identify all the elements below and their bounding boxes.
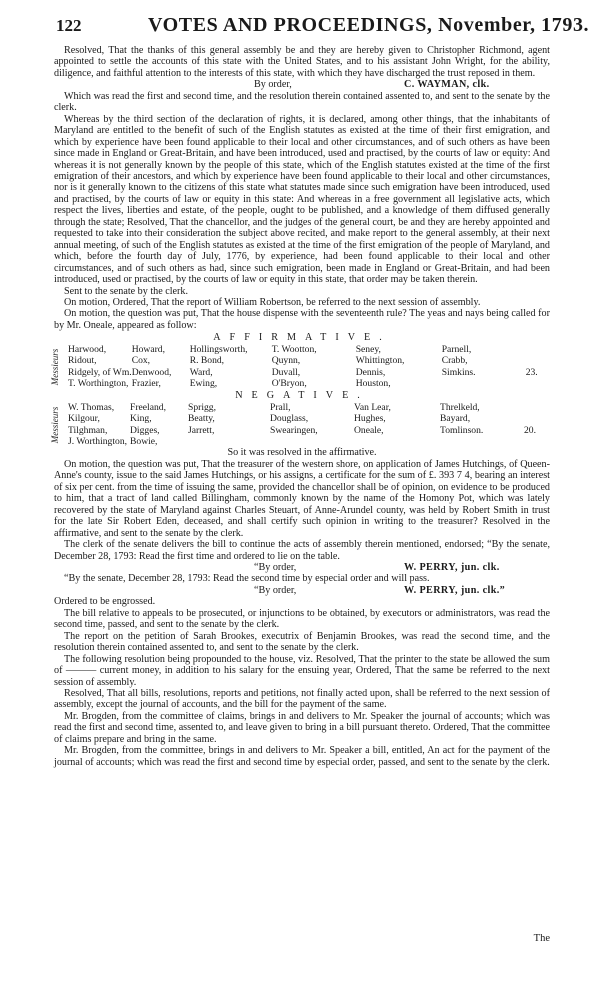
member-name: Douglass, — [270, 413, 309, 425]
member-name — [270, 436, 354, 447]
vote-result: So it was resolved in the affirmative. — [227, 447, 377, 459]
vote-count — [518, 402, 536, 413]
vote-count — [518, 413, 536, 424]
member-name — [442, 378, 520, 389]
paragraph-brogden-claims: Mr. Brogden, from the committee of claims, brings in and delivers to Mr. Speaker the journal of accounts; which was read the first and second time, assented to, and leave given to bring in a bill pursuant thereto. Ordered, That the committee of claims prepare and bring in the same. — [54, 710, 550, 745]
member-name: Threlkeld, — [440, 401, 480, 413]
member-name: Harwood, — [68, 343, 107, 355]
paragraph-robertson: On motion, Ordered, That the report of William Robertson, be referred to the next session of assembly. — [64, 296, 481, 308]
vote-row — [68, 344, 538, 355]
member-name: T. Worthington, — [68, 378, 129, 389]
by-order-text: “By order, — [254, 562, 297, 574]
member-name: Tomlinson. — [440, 424, 484, 436]
vote-row — [68, 367, 538, 378]
member-name — [188, 436, 270, 447]
vote-row — [68, 436, 536, 447]
member-name: Swearingen, — [270, 424, 318, 436]
member-name: Quynn, — [271, 355, 301, 367]
vote-row — [68, 425, 536, 436]
member-name: Sprigg, — [188, 401, 216, 413]
vote-row — [68, 355, 538, 366]
catchword: The — [533, 933, 550, 944]
by-order-text: “By order, — [254, 584, 297, 596]
member-name: Ward, — [189, 366, 213, 378]
paragraph-sent: Sent to the senate by the clerk. — [64, 285, 188, 297]
vote-row — [68, 402, 536, 413]
member-name: Ridgely, of Wm. — [68, 366, 132, 378]
clerk-name: W. PERRY, jun. clk. — [404, 562, 500, 574]
member-name — [440, 436, 518, 447]
paragraph-thanks-resolution: Resolved, That the thanks of this general assembly be and they are hereby given to Christopher Richmond, agent appointed to settle the accounts of this state with the United States, and to his assistant John Wright, for the ability, diligence, and faithful attention to the interests of this state, with which they have discharged the trust reposed in them. — [54, 45, 550, 79]
member-name: Prall, — [270, 401, 291, 413]
member-name: Ridout, — [68, 355, 97, 367]
negative-names — [68, 402, 536, 448]
member-name: T. Wootton, — [271, 343, 317, 355]
paragraph-printer: The following resolution being propounded to the house, viz. Resolved, That the printer to the state be allowed the sum of ——— current money, in addition to his salary for the ensuing year, Ordered, That the same be referred to the next session of assembly. — [54, 653, 550, 688]
affirmative-names — [68, 344, 538, 390]
member-name: Duvall, — [271, 366, 301, 378]
vote-row — [68, 378, 538, 389]
member-name: R. Bond, — [189, 355, 225, 367]
member-name: W. Thomas, — [68, 401, 115, 413]
signature-line-perry-1 — [54, 562, 550, 573]
member-name: Seney, — [355, 343, 381, 355]
negative-vote-table — [50, 401, 550, 448]
member-name — [354, 436, 440, 447]
member-name: Ewing, — [189, 378, 218, 389]
paragraph-read: Which was read the first and second time, and the resolution therein contained assented to, and sent to the senate by the clerk. — [54, 90, 550, 114]
messieurs-label: Messieurs — [50, 348, 60, 385]
paragraph-appeals: The bill relative to appeals to be prosecuted, or injunctions to be obtained, by executors or administrators, was read the second time, passed, and sent to the senate by the clerk. — [54, 607, 550, 631]
vote-count: 20. — [524, 424, 536, 436]
member-name: Denwood, — [131, 366, 172, 378]
member-name: Howard, — [131, 343, 165, 355]
member-name: Hughes, — [354, 413, 386, 425]
member-name: Crabb, — [441, 355, 468, 367]
member-name: O'Bryon, — [271, 378, 307, 389]
clerk-name: C. WAYMAN, clk. — [404, 79, 490, 91]
member-name: Jarrett, — [188, 424, 215, 436]
member-name: Cox, — [131, 355, 151, 367]
journal-body — [50, 45, 550, 768]
page-number: 122 — [56, 16, 82, 35]
paragraph-whereas: Whereas by the third section of the declaration of rights, it is declared, among other things, that the inhabitants of Maryland are entitled to the benefit of such of the English statutes as existed at the time of their first emigration, and which by experience have been found applicable to their local and other circumstances, and of such others as have been since made in England or Great-Britain, and have been introduced, used and practised, by the courts of law or equity: And whereas it is not generally known by the people of this state, which of the English statutes existed at the time of the first emigration of their ancestors, and which by experience have been found applicable to their local and other circumstances, nor is it generally known to the citizens of this state what statutes made since such emigration have been introduced, used and practised, by the courts of law or equity in this state: And whereas in a free government all legislative acts, which respect the lives, liberties and estate, of the people, ought to be published, and a knowledge of them diffused generally through the state; Resolved, That the chancellor, and the judges of the general court, be and they are hereby appointed and requested to take into their consideration the subject above recited, and make report to the general assembly, at their next annual meeting, of such of the English statutes as existed at the time of the first emigration of the people of Maryland, and which, before the fourth day of July, 1776, by experience, had been found applicable to their local and other circumstances, and of such others as had, since such emigration, been made in England or Great-Britain, and had been introduced, used or practised, by the courts of law or equity in this state, that order may be taken therein. — [54, 113, 550, 286]
member-name: Hollingsworth, — [189, 343, 248, 355]
paragraph-seventeenth-rule: On motion, the question was put, That the house dispense with the seventeenth rule? The yeas and nays being called for by Mr. Oneale, appeared as follow: — [54, 308, 550, 331]
member-name: Frazier, — [131, 378, 161, 389]
member-name: Bowie, — [130, 436, 158, 448]
affirmative-heading: AFFIRMATIVE. — [213, 332, 391, 344]
by-order-text: By order, — [254, 79, 292, 91]
paragraph-brogden-bill: Mr. Brogden, from the committee, brings in and delivers to Mr. Speaker a bill, entitled, An act for the payment of the journal of accounts; which was read the first and second time by especial order, passed, and sent to the senate by the clerk. — [54, 745, 550, 768]
member-name: Freeland, — [130, 401, 166, 413]
signature-line-perry-2 — [54, 585, 550, 596]
messieurs-label-negative: Messieurs — [50, 406, 60, 443]
paragraph-hutchings: On motion, the question was put, That the treasurer of the western shore, on application of James Hutchings, of Queen-Anne's county, issue to the said James Hutchings, or his assigns, a certificate for the sum of £. 393 7 4, bearing an interest of six per cent. from the time of issuing the same, provided the chancellor shall be of opinion, on evidence to be produced to him, that a tract of land called Billingham, commonly known by the name of the Homony Pot, which was lately recovered by the state of Maryland against Charles Steuart, of Anne-Arundel county, was held by Robert Smith in trust for the late Sir Robert Eden, deceased, and shall certify such opinion in writing to the treasurer? Resolved in the affirmative, and sent to the senate by the clerk. — [54, 458, 550, 539]
member-name: Kilgour, — [68, 413, 100, 425]
paragraph-senate-bill: The clerk of the senate delivers the bill to continue the acts of assembly therein mentioned, endorsed; “By the senate, December 28, 1793: Read the first time and ordered to lie on the table. — [54, 539, 550, 562]
member-name: Van Lear, — [354, 401, 391, 413]
vote-row — [68, 413, 536, 424]
paragraph-all-bills: Resolved, That all bills, resolutions, reports and petitions, not finally acted upon, shall be referred to the next session of assembly, except the journal of accounts, and the bill for the payment of the same. — [54, 688, 550, 711]
vote-count — [520, 378, 538, 389]
vote-count — [518, 436, 536, 447]
vote-count — [520, 355, 538, 366]
member-name: Whittington, — [355, 355, 405, 367]
member-name: J. Worthington, — [68, 436, 128, 448]
member-name: Dennis, — [355, 366, 386, 378]
vote-count: 23. — [525, 366, 538, 378]
member-name: Tilghman, — [68, 424, 108, 436]
member-name: Bayard, — [440, 413, 471, 425]
negative-heading: NEGATIVE. — [235, 390, 369, 402]
member-name: Parnell, — [441, 343, 472, 355]
member-name: Beatty, — [188, 413, 215, 425]
clerk-name: W. PERRY, jun. clk.” — [404, 584, 506, 596]
paragraph-senate-second: “By the senate, December 28, 1793: Read the second time by especial order and will pass. — [64, 573, 430, 585]
member-name: Simkins. — [441, 366, 476, 378]
member-name: Oneale, — [354, 424, 384, 436]
member-name: Digges, — [130, 424, 160, 436]
vote-count — [520, 344, 538, 355]
running-header — [54, 14, 590, 42]
affirmative-vote-table — [50, 343, 550, 390]
paragraph-brookes: The report on the petition of Sarah Brookes, executrix of Benjamin Brookes, was read the second time, and the resolution therein contained assented to, and sent to the senate by the clerk. — [54, 630, 550, 654]
signature-line — [54, 79, 550, 90]
page-title: VOTES AND PROCEEDINGS, November, 1793. — [148, 14, 590, 36]
member-name: Houston, — [355, 378, 391, 389]
member-name: King, — [130, 413, 152, 425]
paragraph-engrossed: Ordered to be engrossed. — [54, 596, 156, 608]
